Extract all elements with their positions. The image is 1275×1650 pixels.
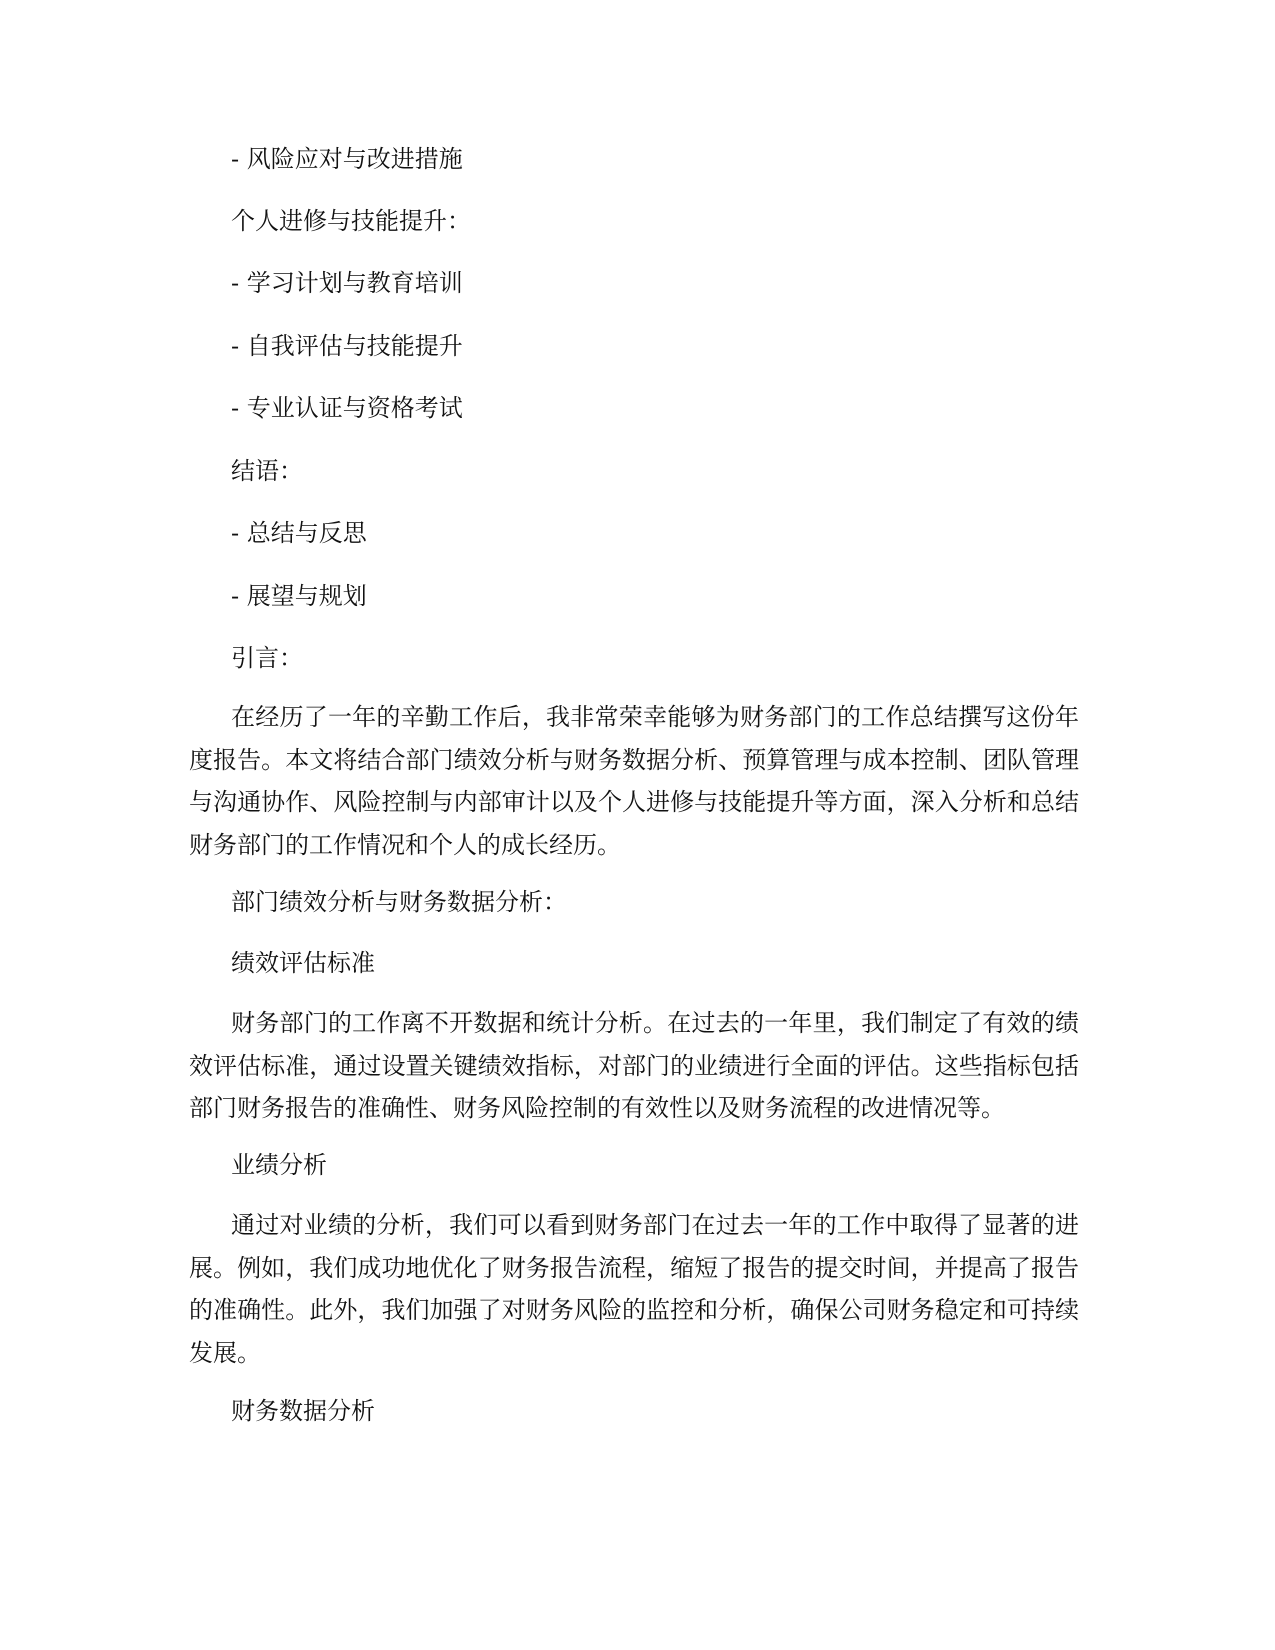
subheading-financial-data-analysis: 财务数据分析 xyxy=(231,1397,375,1425)
subheading-evaluation-criteria: 绩效评估标准 xyxy=(231,949,375,977)
section-heading-introduction: 引言： xyxy=(231,644,303,672)
list-item-outlook: - 展望与规划 xyxy=(231,582,367,610)
list-item-self-assessment: - 自我评估与技能提升 xyxy=(231,332,463,360)
subheading-performance-analysis: 业绩分析 xyxy=(231,1151,327,1179)
list-item-learning-plan: - 学习计划与教育培训 xyxy=(231,269,463,297)
intro-paragraph: 在经历了一年的辛勤工作后，我非常荣幸能够为财务部门的工作总结撰写这份年度报告。本文将结合部门绩效分析与财务数据分析、预算管理与成本控制、团队管理与沟通协作、风险控制与内部审计以及个人进修与技能提升等方面，深入分析和总结财务部门的工作情况和个人的成长经历。 xyxy=(189,703,1079,859)
list-item-summary: - 总结与反思 xyxy=(231,519,367,547)
section-heading-personal-development: 个人进修与技能提升： xyxy=(231,207,471,235)
paragraph-evaluation-criteria: 财务部门的工作离不开数据和统计分析。在过去的一年里，我们制定了有效的绩效评估标准，通过设置关键绩效指标，对部门的业绩进行全面的评估。这些指标包括部门财务报告的准确性、财务风险控制的有效性以及财务流程的改进情况等。 xyxy=(189,1009,1079,1122)
section-heading-performance-analysis: 部门绩效分析与财务数据分析： xyxy=(231,888,567,916)
paragraph-performance-analysis: 通过对业绩的分析，我们可以看到财务部门在过去一年的工作中取得了显著的进展。例如，我们成功地优化了财务报告流程，缩短了报告的提交时间，并提高了报告的准确性。此外，我们加强了对财务风险的监控和分析，确保公司财务稳定和可持续发展。 xyxy=(189,1211,1079,1367)
list-item-certification: - 专业认证与资格考试 xyxy=(231,394,463,422)
section-heading-conclusion: 结语： xyxy=(231,457,303,485)
list-item-risk-response: - 风险应对与改进措施 xyxy=(231,145,463,173)
